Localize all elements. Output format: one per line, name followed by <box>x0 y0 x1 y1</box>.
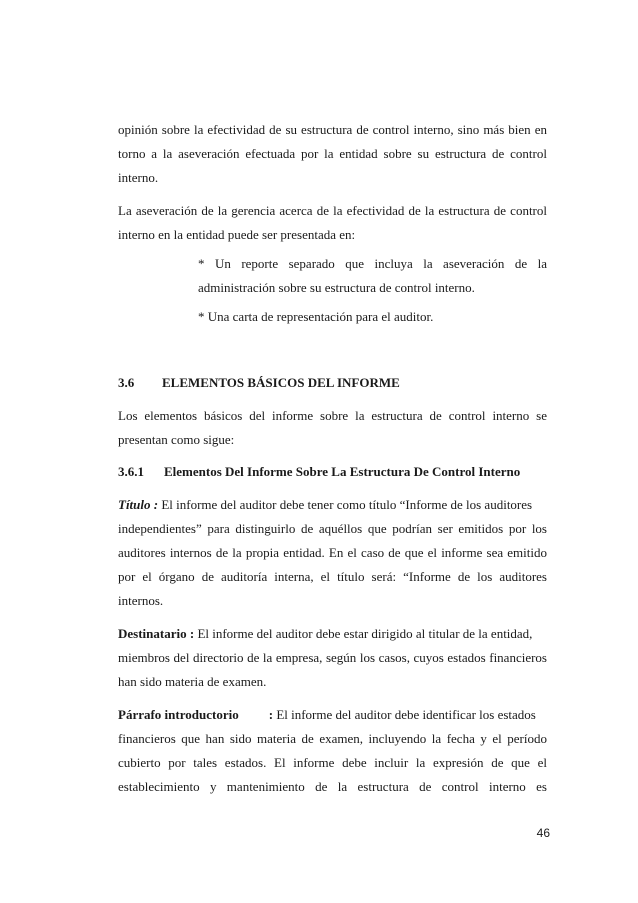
titulo-line-5: internos. <box>118 593 164 608</box>
section-heading-3-6 <box>118 375 547 391</box>
paragraph-elementos-line-2: presentan como sigue: <box>118 432 235 447</box>
paragraph-aseveracion-line-2: interno en la entidad puede ser presentada en: <box>118 227 356 242</box>
titulo-line-1 <box>118 497 547 513</box>
titulo-line-3: auditores internos de la propia entidad. En el caso de que el informe sea emitido <box>118 545 547 560</box>
titulo-line-1-text: El informe del auditor debe tener como título “Informe de los auditores <box>158 497 533 512</box>
subsection-number: 3.6.1 <box>118 464 144 479</box>
section-number: 3.6 <box>118 375 135 390</box>
bullet-1-line-1: * Un reporte separado que incluya la aseveración de la <box>198 256 547 271</box>
introductorio-line-4: establecimiento y mantenimiento de la estructura de control interno es <box>118 779 547 794</box>
section-title: ELEMENTOS BÁSICOS DEL INFORME <box>162 375 400 390</box>
titulo-line-2: independientes” para distinguirlo de aquéllos que podrían ser emitidos por los <box>118 521 547 536</box>
introductorio-line-1-text: El informe del auditor debe identificar los estados <box>273 707 536 722</box>
titulo-line-4: por el órgano de auditoría interna, el título será: “Informe de los auditores <box>118 569 547 584</box>
introductorio-line-1 <box>118 707 547 723</box>
introductorio-line-3: cubierto por tales estados. El informe debe incluir la expresión de que el <box>118 755 547 770</box>
section-heading-3-6-1 <box>118 464 547 480</box>
page-number: 46 <box>536 826 550 840</box>
paragraph-elementos-line-1: Los elementos básicos del informe sobre la estructura de control interno se <box>118 408 547 423</box>
destinatario-line-1-text: El informe del auditor debe estar dirigido al titular de la entidad, <box>194 626 533 641</box>
bullet-2-line-1: * Una carta de representación para el auditor. <box>198 309 434 324</box>
destinatario-line-3: han sido materia de examen. <box>118 674 267 689</box>
bullet-1-line-2: administración sobre su estructura de control interno. <box>198 280 475 295</box>
paragraph-opinion-line-3: interno. <box>118 170 159 185</box>
introductorio-line-2: financieros que han sido materia de examen, incluyendo la fecha y el período <box>118 731 547 746</box>
paragraph-aseveracion-line-1: La aseveración de la gerencia acerca de la efectividad de la estructura de control <box>118 203 547 218</box>
introductorio-colon: : <box>268 707 274 722</box>
paragraph-opinion-line-1: opinión sobre la efectividad de su estructura de control interno, sino más bien en <box>118 122 547 137</box>
destinatario-line-2: miembros del directorio de la empresa, según los casos, cuyos estados financieros <box>118 650 547 665</box>
paragraph-opinion-line-2: torno a la aseveración efectuada por la entidad sobre su estructura de control <box>118 146 547 161</box>
titulo-label: Título : <box>118 497 159 512</box>
subsection-title: Elementos Del Informe Sobre La Estructura De Control Interno <box>164 464 521 479</box>
destinatario-label: Destinatario : <box>118 626 195 641</box>
introductorio-label: Párrafo introductorio <box>118 707 239 722</box>
destinatario-line-1 <box>118 626 547 642</box>
